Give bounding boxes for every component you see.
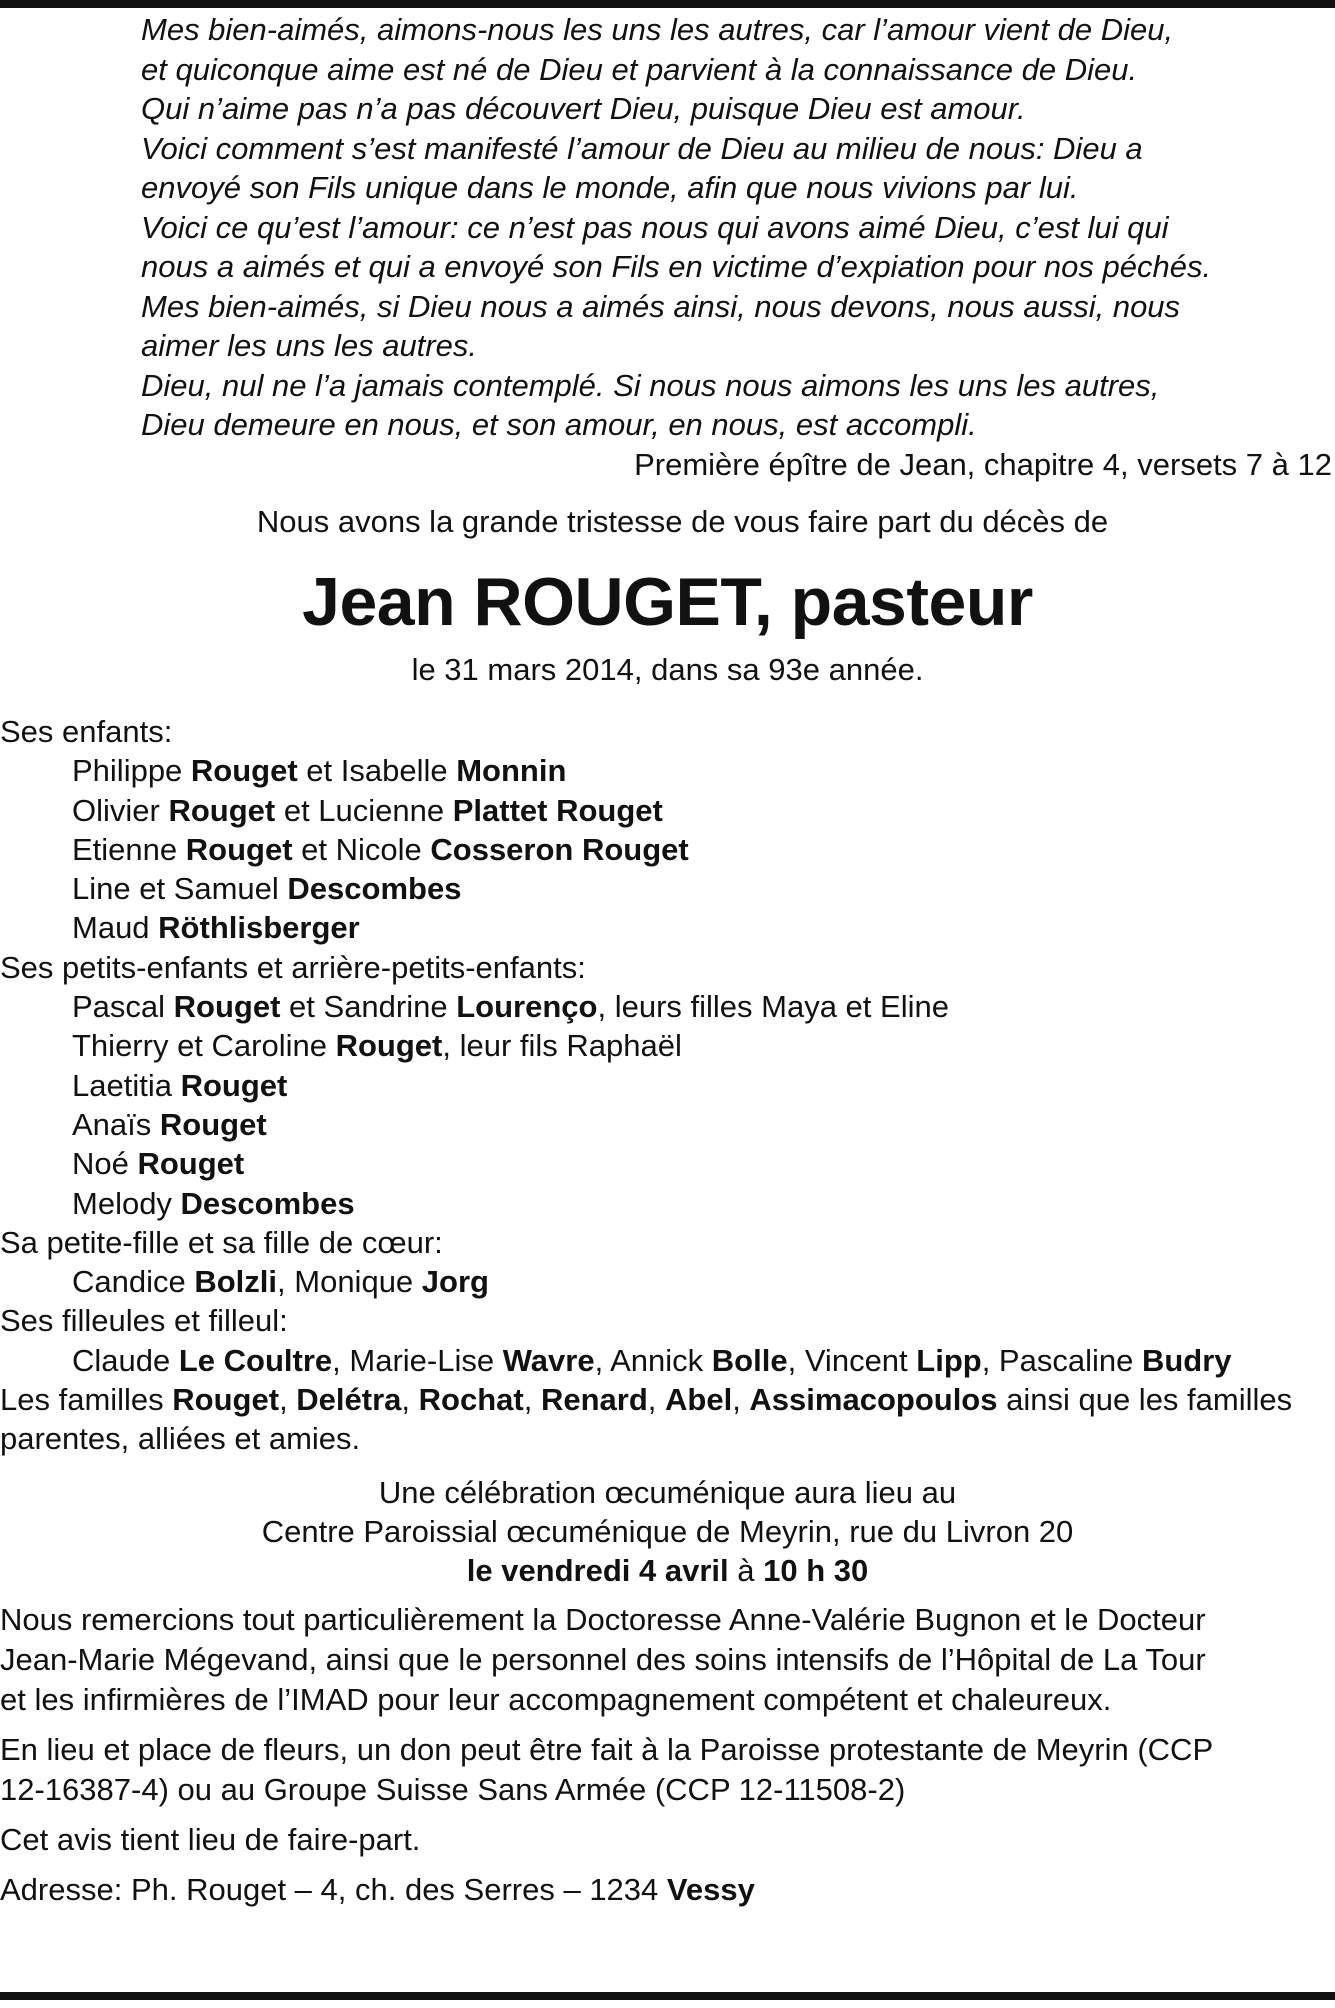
name-text: Etienne: [72, 831, 186, 867]
scripture-reference: Première épître de Jean, chapitre 4, versets 7 à 12: [634, 446, 1332, 482]
name-text: Noé: [72, 1146, 138, 1182]
family-line: [0, 869, 1335, 908]
heart-heading: Sa petite-fille et sa fille de cœur:: [0, 1224, 443, 1260]
family-line: [0, 987, 1335, 1026]
surname: Delétra: [296, 1382, 402, 1418]
verse-line: Voici comment s’est manifesté l’amour de Dieu au milieu de nous: Dieu a: [141, 130, 1143, 166]
surname: Rouget: [335, 1028, 443, 1064]
name-text: Candice: [72, 1264, 195, 1300]
verse-line: aimer les uns les autres.: [141, 328, 477, 363]
name-text: Laetitia: [72, 1067, 181, 1103]
donation-line: En lieu et place de fleurs, un don peut être fait à la Paroisse protestante de Meyrin (CCP: [0, 1731, 1214, 1767]
surname: Rouget: [137, 1146, 245, 1182]
surname: Budry: [1141, 1342, 1232, 1378]
family-line: [0, 908, 1335, 947]
children-list: [0, 751, 1335, 947]
name-text: , Marie-Lise: [332, 1342, 503, 1378]
name-text: Olivier: [72, 792, 169, 828]
godchildren-heading: Ses filleules et filleul:: [0, 1303, 288, 1339]
death-date: le 31 mars 2014, dans sa 93e année.: [411, 652, 924, 687]
thanks-line: Nous remercions tout particulièrement la Doctoresse Anne-Valérie Bugnon et le Docteur: [0, 1601, 1206, 1637]
celebration-datetime: [0, 1551, 1335, 1590]
name-text: et Isabelle: [297, 753, 457, 789]
name-text: Line et Samuel: [72, 871, 288, 907]
name-text: parentes, alliées et amies.: [0, 1421, 361, 1457]
name-text: Maud: [72, 910, 159, 946]
name-text: , leurs filles Maya et Eline: [597, 989, 949, 1025]
surname: Assimacopoulos: [749, 1382, 998, 1418]
celebration-line: Une célébration œcuménique aura lieu au: [378, 1474, 957, 1510]
surname: Plattet Rouget: [452, 792, 663, 828]
family-line: [0, 1380, 1335, 1419]
surname: Rouget: [190, 753, 298, 789]
name-text: ,: [523, 1382, 541, 1418]
name-text: ainsi que les familles: [997, 1382, 1293, 1418]
address-prefix: Adresse: Ph. Rouget – 4, ch. des Serres – 1234: [0, 1871, 667, 1907]
announcement-intro: Nous avons la grande tristesse de vous faire part du décès de: [256, 504, 1109, 539]
surname: Bolle: [711, 1342, 788, 1378]
surname: Rouget: [159, 1106, 267, 1142]
family-line: [0, 1026, 1335, 1065]
name-text: et Sandrine: [280, 989, 457, 1025]
verse-line: Qui n’aime pas n’a pas découvert Dieu, puisque Dieu est amour.: [141, 91, 1026, 126]
grandchildren-heading: Ses petits-enfants et arrière-petits-enfants:: [0, 949, 586, 985]
name-text: Pascal: [72, 989, 174, 1025]
celebration-info: [0, 1473, 1335, 1590]
surname: Abel: [665, 1382, 733, 1418]
name-text: Philippe: [72, 753, 191, 789]
verse-line: Dieu, nul ne l’a jamais contemplé. Si nous nous aimons les uns les autres,: [141, 367, 1160, 403]
name-text: , leur fils Raphaël: [442, 1028, 682, 1064]
verse-line: et quiconque aime est né de Dieu et parvient à la connaissance de Dieu.: [141, 51, 1138, 87]
thanks-paragraph: [0, 1600, 1335, 1720]
name-text: ,: [647, 1382, 665, 1418]
name-text: , Vincent: [787, 1342, 917, 1378]
family-line: [0, 1262, 1335, 1301]
address-line: [0, 1870, 1335, 1910]
faire-part-notice: Cet avis tient lieu de faire-part.: [0, 1821, 421, 1857]
name-text: , Pascaline: [981, 1342, 1142, 1378]
surname: Renard: [540, 1382, 648, 1418]
celebration-day: le vendredi 4 avril: [466, 1552, 729, 1588]
surname: Le Coultre: [178, 1342, 333, 1378]
obituary-notice: [0, 10, 1335, 1910]
surname: Bolzli: [194, 1264, 278, 1300]
surname: Röthlisberger: [158, 910, 360, 946]
name-text: ,: [279, 1382, 297, 1418]
children-heading: Ses enfants:: [0, 714, 173, 749]
godchildren-list: [0, 1341, 1335, 1380]
surname: Rouget: [185, 831, 293, 867]
verse-line: Dieu demeure en nous, et son amour, en nous, est accompli.: [141, 407, 977, 442]
name-text: ,: [732, 1382, 750, 1418]
surname: Monnin: [456, 753, 567, 789]
thanks-line: Jean-Marie Mégevand, ainsi que le personnel des soins intensifs de l’Hôpital de La Tour: [0, 1641, 1206, 1677]
surname: Descombes: [287, 871, 462, 907]
family-line: [0, 751, 1335, 790]
surname: Wavre: [502, 1342, 595, 1378]
donation-line: 12-16387-4) ou au Groupe Suisse Sans Armée (CCP 12-11508-2): [0, 1771, 906, 1807]
celebration-time: 10 h 30: [763, 1552, 869, 1588]
family-line: [0, 1144, 1335, 1183]
donation-paragraph: [0, 1730, 1335, 1810]
extended-families: [0, 1380, 1335, 1459]
family-line: [0, 791, 1335, 830]
address-city: Vessy: [666, 1871, 755, 1907]
family-line: [0, 1066, 1335, 1105]
surname: Lipp: [916, 1342, 982, 1378]
name-text: Melody: [72, 1185, 181, 1221]
top-border-rule: [0, 0, 1335, 8]
thanks-line: et les infirmières de l’IMAD pour leur accompagnement compétent et chaleureux.: [0, 1681, 1112, 1717]
bottom-border-rule: [0, 1992, 1335, 2000]
surname: Rouget: [172, 1382, 280, 1418]
surname: Rouget: [180, 1067, 288, 1103]
verse-line: Voici ce qu’est l’amour: ce n’est pas nous qui avons aimé Dieu, c’est lui qui: [141, 209, 1169, 245]
heart-list: [0, 1262, 1335, 1301]
name-text: Thierry et Caroline: [72, 1028, 336, 1064]
family-line: [0, 1105, 1335, 1144]
name-text: Anaïs: [72, 1106, 160, 1142]
name-text: Claude: [72, 1342, 179, 1378]
surname: Descombes: [180, 1185, 355, 1221]
scripture-verse: [141, 10, 1335, 445]
name-text: , Monique: [277, 1264, 422, 1300]
verse-line: Mes bien-aimés, aimons-nous les uns les autres, car l’amour vient de Dieu,: [141, 12, 1174, 47]
surname: Cosseron Rouget: [430, 831, 689, 867]
family-list: [0, 712, 1335, 1459]
verse-line: Mes bien-aimés, si Dieu nous a aimés ainsi, nous devons, nous aussi, nous: [141, 288, 1181, 324]
surname: Lourenço: [456, 989, 598, 1025]
family-line: [0, 1419, 1335, 1458]
name-text: Les familles: [0, 1382, 173, 1418]
surname: Rouget: [168, 792, 276, 828]
name-text: et Nicole: [292, 831, 431, 867]
name-text: ,: [401, 1382, 419, 1418]
surname: Rouget: [173, 989, 281, 1025]
verse-line: nous a aimés et qui a envoyé son Fils en victime d’expiation pour nos péchés.: [141, 249, 1212, 284]
surname: Jorg: [421, 1264, 489, 1300]
family-line: [0, 1184, 1335, 1223]
family-line: [0, 830, 1335, 869]
grandchildren-list: [0, 987, 1335, 1223]
verse-line: envoyé son Fils unique dans le monde, afin que nous vivions par lui.: [141, 170, 1079, 205]
celebration-place: Centre Paroissial œcuménique de Meyrin, rue du Livron 20: [261, 1513, 1074, 1549]
deceased-name: Jean ROUGET, pasteur: [302, 564, 1033, 640]
name-text: et Lucienne: [275, 792, 453, 828]
family-line: [0, 1341, 1335, 1380]
celebration-connector: à: [728, 1552, 764, 1588]
name-text: , Annick: [594, 1342, 712, 1378]
surname: Rochat: [418, 1382, 524, 1418]
